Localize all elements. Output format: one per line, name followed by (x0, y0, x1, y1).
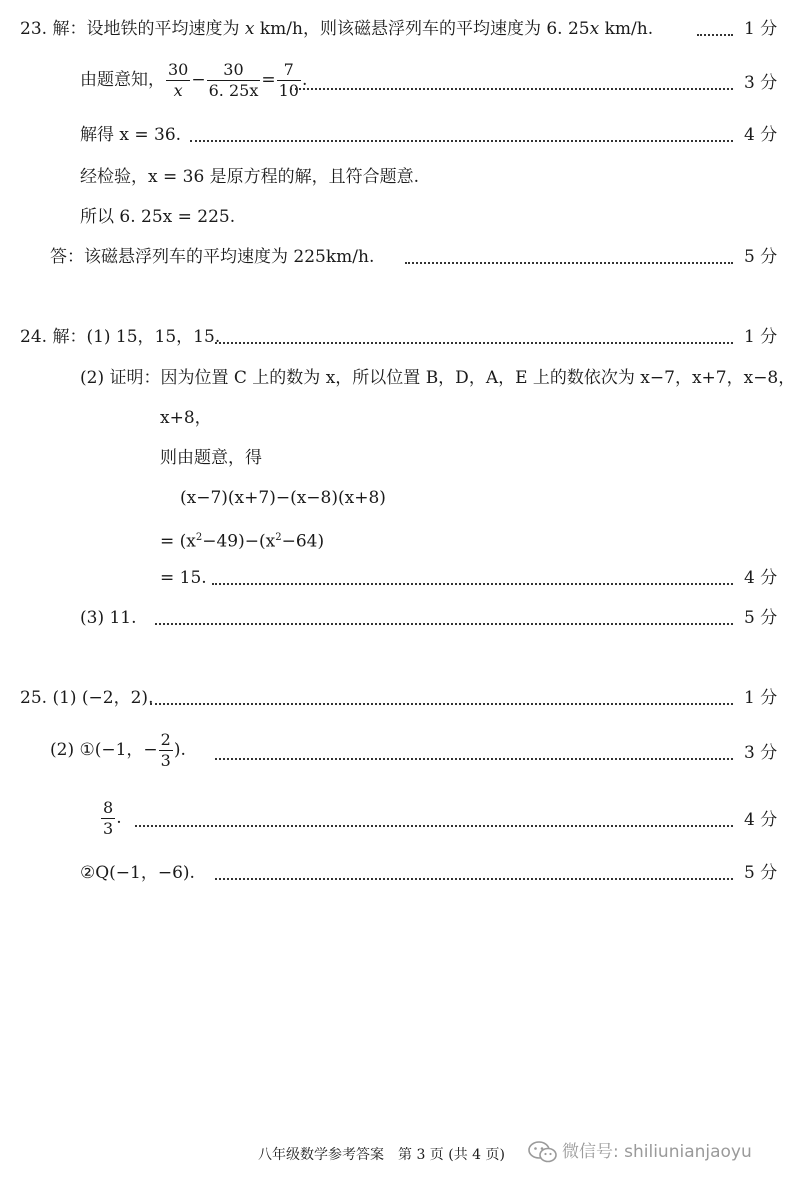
leader-dots (155, 623, 733, 625)
q23-score-2: 3 分 (744, 73, 778, 93)
q23-equation: 由题意知， $\frac{30}{x}$ − $\frac{30}{6. 25x}$ = $\frac{7}{10}$ . (80, 60, 308, 100)
q24-score-3: 5 分 (744, 608, 778, 628)
leader-dots (190, 140, 733, 142)
fraction-7-over-10: $\frac{7}{10}$ (278, 60, 299, 100)
fraction-8-over-3: $\frac{8}{3}$ (103, 798, 114, 838)
q24-part2-cont: x+8， (160, 408, 212, 428)
leader-dots (405, 262, 733, 264)
leader-dots (215, 758, 733, 760)
leader-dots (290, 88, 733, 90)
fraction-2-over-3: $\frac{2}{3}$ (160, 730, 171, 770)
q24-score-2: 4 分 (744, 568, 778, 588)
q23-check: 经检验，x = 36 是原方程的解，且符合题意. (80, 167, 420, 187)
q25-fraction-8-3: $\frac{8}{3}$ . (103, 798, 122, 838)
q24-expr1: (x−7)(x+7)−(x−8)(x+8) (180, 488, 386, 508)
q25-score-4: 5 分 (744, 863, 778, 883)
q23-score-3: 4 分 (744, 125, 778, 145)
q24-then: 则由题意，得 (160, 448, 262, 468)
watermark-text: 微信号: shiliunianjaoyu (562, 1142, 752, 1162)
fraction-30-over-x: $\frac{30}{x}$ (168, 60, 189, 100)
q23-so: 所以 6. 25x = 225. (80, 207, 236, 227)
leader-dots (150, 703, 733, 705)
q23-solve: 解得 x = 36. (80, 125, 182, 145)
leader-dots (135, 825, 733, 827)
q25-score-3: 4 分 (744, 810, 778, 830)
q23-answer: 答：该磁悬浮列车的平均速度为 225km/h. (50, 247, 375, 267)
q25-score-1: 1 分 (744, 688, 778, 708)
watermark (528, 1137, 752, 1163)
leader-dots (215, 342, 733, 344)
leader-dots (697, 34, 733, 36)
q24-part1: 24. 解：(1) 15，15，15. (20, 327, 221, 347)
q24-part3: (3) 11. (80, 608, 137, 628)
q23-score-4: 5 分 (744, 247, 778, 267)
q24-expr3: = 15. (160, 568, 207, 588)
q23-score-1: 1 分 (744, 19, 778, 39)
q25-part1: 25. (1) (−2，2). (20, 688, 154, 708)
q24-score-1: 1 分 (744, 327, 778, 347)
fraction-30-over-6-25x: $\frac{30}{6. 25x}$ (208, 60, 259, 100)
q23-line1: 23. 解：设地铁的平均速度为 x km/h，则该磁悬浮列车的平均速度为 6. 25x km/h. (20, 19, 654, 39)
q25-score-2: 3 分 (744, 743, 778, 763)
q25-part3: ②Q(−1，−6). (80, 863, 195, 883)
leader-dots (215, 878, 733, 880)
leader-dots (212, 583, 733, 585)
q24-part2: (2) 证明：因为位置 C 上的数为 x，所以位置 B，D，A，E 上的数依次为 x−7，x+7，x−8， (80, 368, 796, 388)
page-footer: 八年级数学参考答案 第 3 页 (共 4 页) (258, 1147, 505, 1163)
q24-expr2: = $(x^2-49)-(x^2-64)$ (160, 531, 325, 552)
wechat-icon (528, 1141, 558, 1163)
q25-part2: (2) ①(−1，− $\frac{2}{3}$ ). (50, 730, 186, 770)
